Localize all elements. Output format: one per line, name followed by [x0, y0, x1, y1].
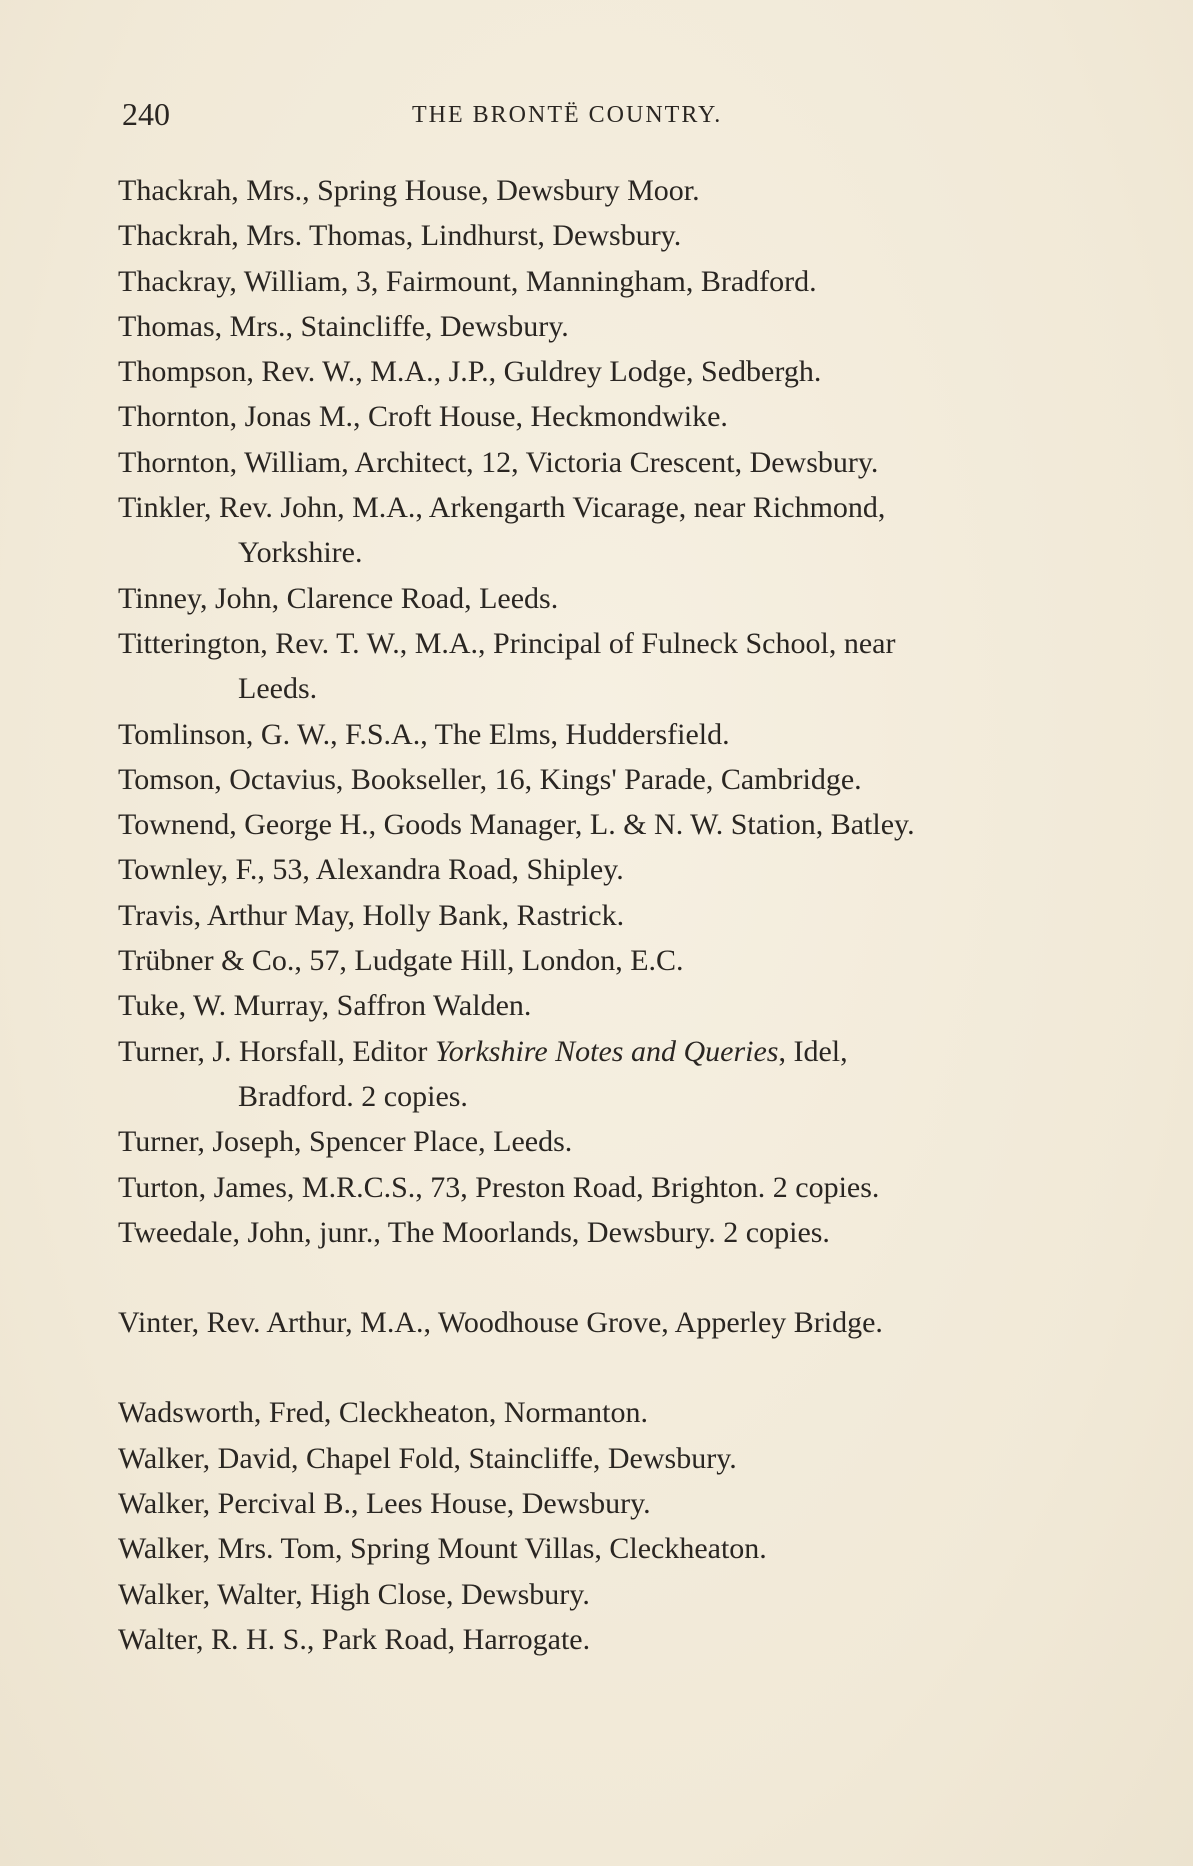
entry-line: Thompson, Rev. W., M.A., J.P., Guldrey Lodge, Sedbergh.	[118, 355, 822, 389]
entry-continuation: Bradford. 2 copies.	[238, 1079, 468, 1113]
entry-line: Thomas, Mrs., Staincliffe, Dewsbury.	[118, 309, 569, 343]
section-gap	[118, 1345, 1078, 1390]
list-entry	[118, 259, 1078, 304]
entry-line: Trübner & Co., 57, Ludgate Hill, London, E.C.	[118, 944, 684, 978]
entry-line: Tomson, Octavius, Bookseller, 16, Kings' Parade, Cambridge.	[118, 762, 862, 796]
entry-line: Titterington, Rev. T. W., M.A., Principal of Fulneck School, near	[118, 626, 896, 660]
list-entry	[118, 440, 1078, 485]
entry-group-t	[118, 168, 1078, 1029]
list-entry	[118, 1210, 1078, 1255]
list-entry	[118, 757, 1078, 802]
entry-line: Townley, F., 53, Alexandra Road, Shipley.	[118, 853, 624, 887]
entry-group-t-continued	[118, 1119, 1078, 1255]
list-entry	[118, 1119, 1078, 1164]
entry-text: , Idel,	[778, 1034, 848, 1068]
entry-line: Tinkler, Rev. John, M.A., Arkengarth Vicarage, near Richmond,	[118, 491, 886, 525]
entry-line: Thornton, William, Architect, 12, Victoria Crescent, Dewsbury.	[118, 445, 879, 479]
entry-continuation: Yorkshire.	[238, 536, 363, 570]
list-entry	[118, 213, 1078, 258]
entry-line: Tuke, W. Murray, Saffron Walden.	[118, 989, 532, 1023]
list-entry	[118, 168, 1078, 213]
list-entry	[118, 394, 1078, 439]
entry-group-v	[118, 1300, 1078, 1345]
list-entry	[118, 802, 1078, 847]
list-entry	[118, 712, 1078, 757]
entry-line: Walker, Walter, High Close, Dewsbury.	[118, 1577, 590, 1611]
entry-text: Turner, J. Horsfall, Editor	[118, 1034, 435, 1068]
entry-line: Thackrah, Mrs. Thomas, Lindhurst, Dewsbury.	[118, 219, 682, 253]
subscriber-list	[118, 168, 1078, 1662]
entry-line: Walker, Mrs. Tom, Spring Mount Villas, Cleckheaton.	[118, 1532, 767, 1566]
entry-line: Walker, David, Chapel Fold, Staincliffe, Dewsbury.	[118, 1441, 737, 1475]
list-entry	[118, 893, 1078, 938]
entry-line: Vinter, Rev. Arthur, M.A., Woodhouse Grove, Apperley Bridge.	[118, 1306, 883, 1340]
list-entry	[118, 1481, 1078, 1526]
list-entry	[118, 938, 1078, 983]
entry-line: Tweedale, John, junr., The Moorlands, Dewsbury. 2 copies.	[118, 1215, 830, 1249]
section-gap	[118, 1255, 1078, 1300]
list-entry	[118, 1572, 1078, 1617]
list-entry	[118, 1526, 1078, 1571]
entry-line: Travis, Arthur May, Holly Bank, Rastrick.	[118, 898, 625, 932]
list-entry	[118, 621, 1078, 712]
entry-line	[118, 1029, 1078, 1074]
entry-line: Thornton, Jonas M., Croft House, Heckmondwike.	[118, 400, 728, 434]
list-entry	[118, 1390, 1078, 1435]
entry-line: Thackrah, Mrs., Spring House, Dewsbury Moor.	[118, 174, 700, 207]
entry-line: Turner, Joseph, Spencer Place, Leeds.	[118, 1125, 573, 1159]
list-entry	[118, 485, 1078, 576]
list-entry	[118, 1436, 1078, 1481]
entry-line: Walter, R. H. S., Park Road, Harrogate.	[118, 1622, 591, 1656]
entry-line: Tinney, John, Clarence Road, Leeds.	[118, 581, 559, 615]
page-header	[122, 96, 1082, 136]
entry-line: Wadsworth, Fred, Cleckheaton, Normanton.	[118, 1396, 648, 1430]
list-entry	[118, 349, 1078, 394]
publication-title: Yorkshire Notes and Queries	[434, 1034, 779, 1068]
entry-line: Walker, Percival B., Lees House, Dewsbury.	[118, 1487, 651, 1521]
entry-line: Thackray, William, 3, Fairmount, Manningham, Bradford.	[118, 264, 817, 298]
list-entry	[118, 304, 1078, 349]
list-entry	[118, 1165, 1078, 1210]
page-number: 240	[122, 96, 170, 132]
entry-group-w	[118, 1390, 1078, 1662]
list-entry	[118, 1029, 1078, 1120]
list-entry	[118, 847, 1078, 892]
entry-line: Townend, George H., Goods Manager, L. & N. W. Station, Batley.	[118, 808, 915, 842]
entry-line: Turton, James, M.R.C.S., 73, Preston Road, Brighton. 2 copies.	[118, 1170, 880, 1204]
list-entry	[118, 983, 1078, 1028]
list-entry	[118, 1617, 1078, 1662]
entry-line: Tomlinson, G. W., F.S.A., The Elms, Huddersfield.	[118, 717, 730, 751]
list-entry	[118, 1300, 1078, 1345]
entry-continuation: Leeds.	[238, 672, 318, 706]
list-entry	[118, 576, 1078, 621]
running-title: THE BRONTË COUNTRY.	[412, 102, 723, 128]
